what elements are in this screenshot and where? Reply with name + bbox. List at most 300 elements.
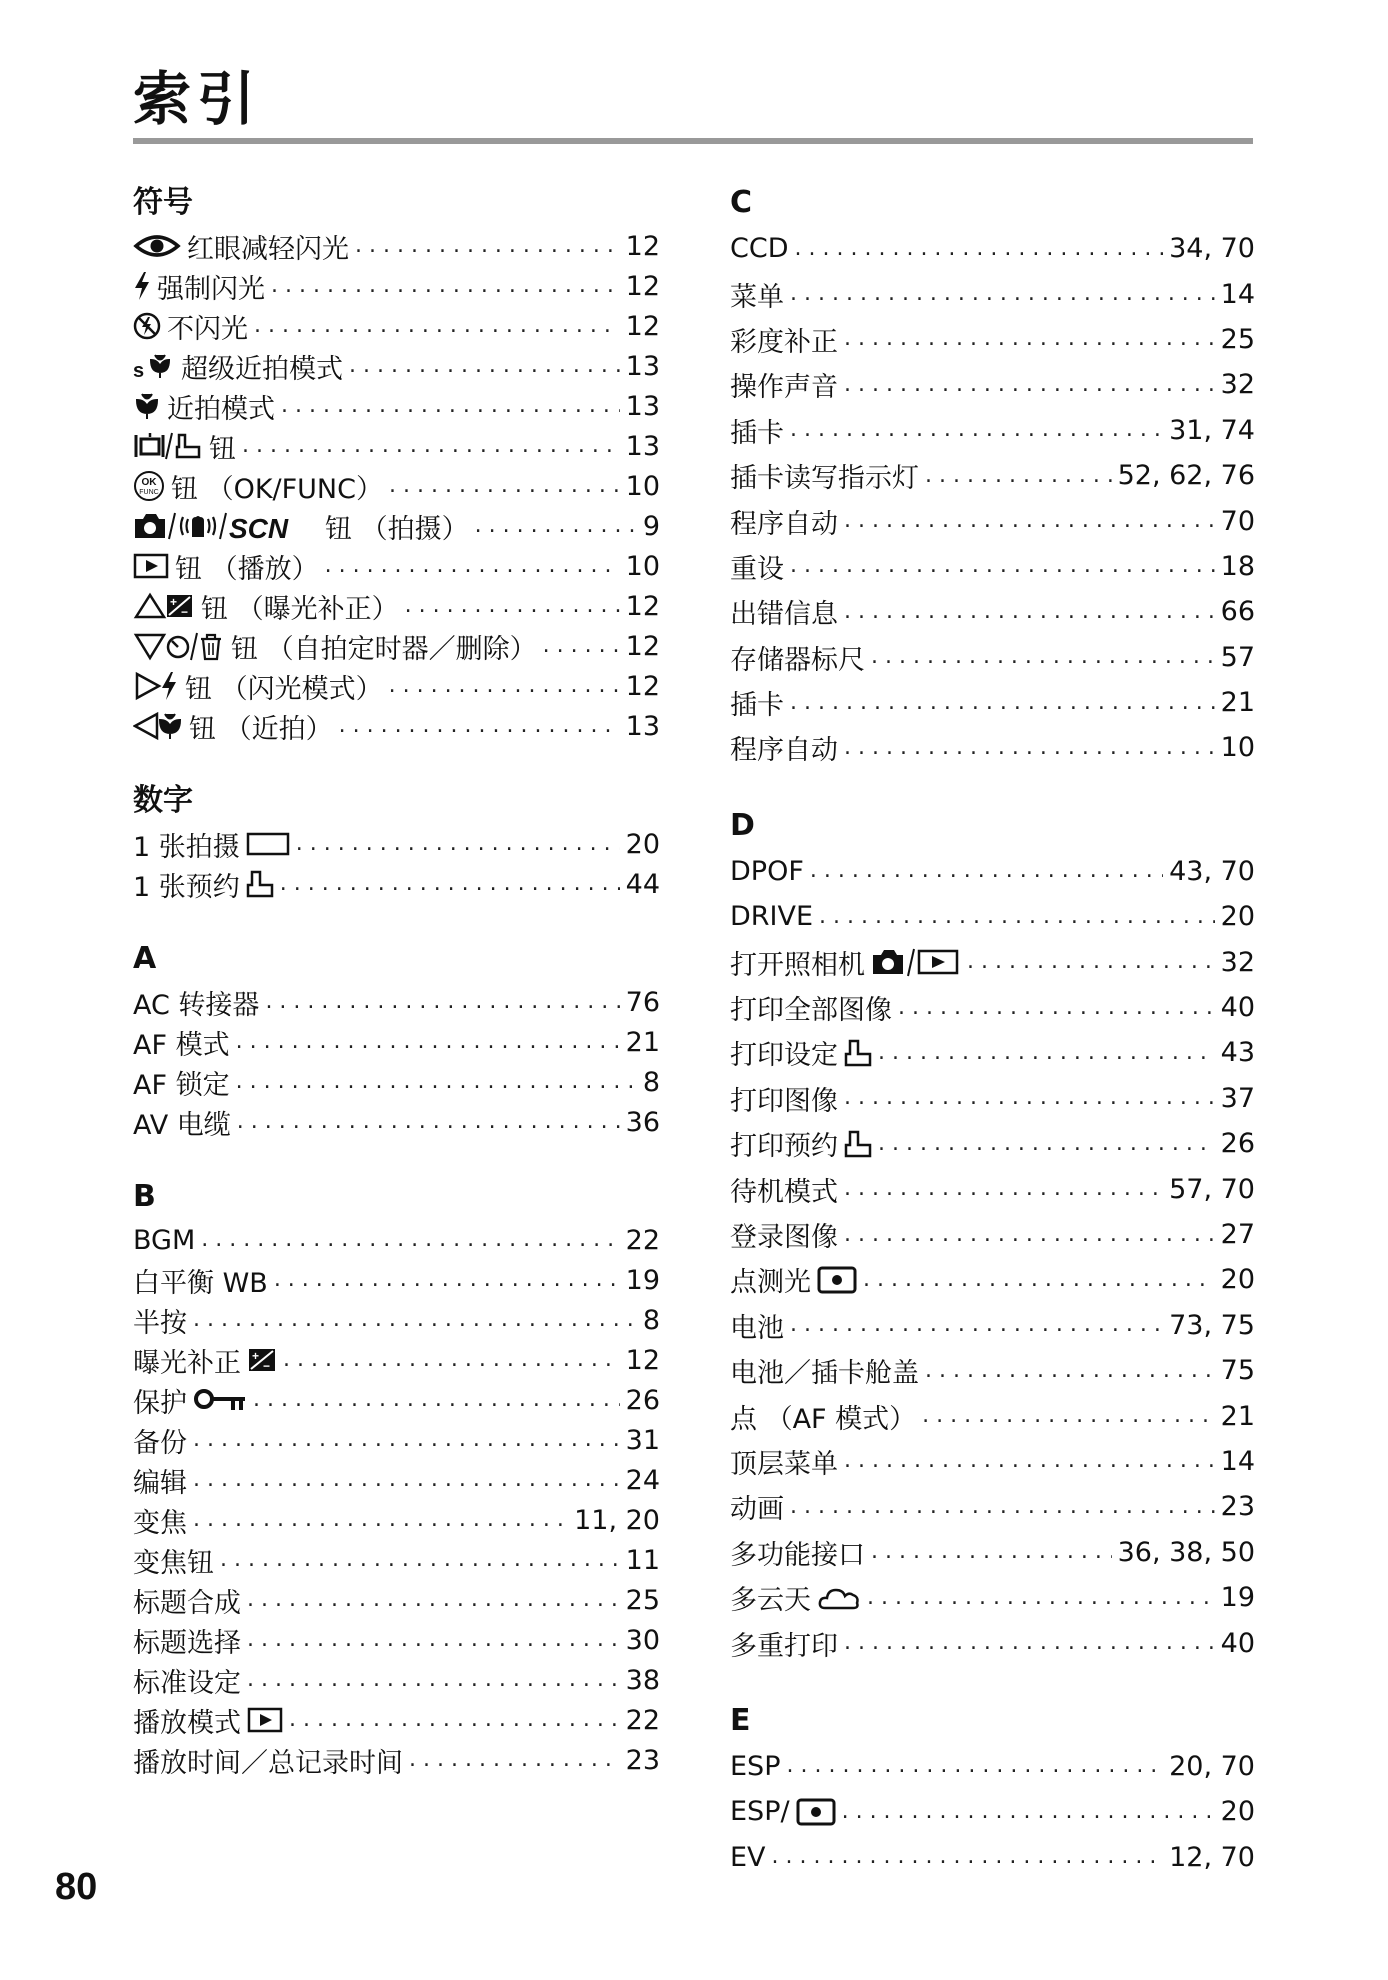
entry-label: 动画 [730,1494,784,1526]
entry-label: AF 锁定 [133,1069,230,1101]
entry-label-group [730,1487,784,1526]
entry-page: 32 [1220,369,1255,401]
index-entry [133,1700,660,1740]
index-entry [133,864,660,904]
camera-play-icon [871,947,961,977]
index-entry [133,1300,660,1340]
leader-dots [844,1178,1163,1200]
entry-label: 编辑 [133,1467,187,1499]
entry-label-group [133,1261,268,1300]
leader-dots [193,1469,620,1491]
entry-label: 保护 [133,1387,187,1419]
entry-page: 27 [1220,1219,1255,1250]
entry-label: EV [730,1841,766,1873]
leader-dots [355,235,620,257]
leader-dots [193,1429,620,1451]
entry-label-group [730,856,804,887]
svg-text:+: + [170,595,178,609]
entry-label: 登录图像 [730,1222,838,1253]
leader-dots [201,1229,619,1251]
entry-page: 31 [625,1424,660,1456]
entry-page: 21 [1220,1400,1255,1432]
section-heading: D [730,807,755,843]
entry-label-group [133,1741,403,1780]
leader-dots [220,1549,620,1571]
index-entry [730,362,1255,407]
section-heading: E [730,1702,751,1738]
entry-page: 12 [625,630,660,662]
leader-dots [871,646,1215,668]
leader-dots [844,510,1215,532]
entry-page: 44 [625,868,660,900]
section-heading: 符号 [133,185,193,220]
right-column [730,180,1255,1912]
super-macro-icon [133,352,175,380]
index-entry [730,1348,1255,1393]
leader-dots [790,283,1215,305]
entry-label-group [133,547,319,586]
entry-label-group [133,983,259,1022]
entry-page: 19 [625,1264,660,1296]
entry-label: 电池／插卡舱盖 [730,1358,919,1390]
entry-page: 13 [625,430,660,462]
index-entry [730,939,1255,984]
leader-dots [925,465,1112,487]
print-icon [844,1038,872,1068]
entry-label: 打印全部图像 [730,995,892,1027]
index-entry [133,1540,660,1580]
entry-label: 标准设定 [133,1667,241,1699]
entry-label-group [133,1661,241,1700]
entry-label: 出错信息 [730,599,838,631]
index-entry [133,1062,660,1102]
display-print-icon [133,431,203,461]
entry-label-group [133,427,236,466]
entry-page: 38 [625,1664,660,1696]
entry-page: 20 [1220,1264,1255,1296]
index-section [133,180,660,746]
svg-text:OK: OK [141,477,157,488]
entry-page: 25 [625,1584,660,1616]
index-entry [730,408,1255,453]
entry-page: 32 [1220,946,1255,978]
entry-label: 标题合成 [133,1587,241,1619]
entry-label: 超级近拍模式 [181,353,343,385]
index-entry [730,1620,1255,1665]
entry-label-group [730,943,961,982]
right-flash-icon [133,671,179,701]
index-entry [133,1420,660,1460]
entry-page: 76 [625,986,660,1018]
title-rule [133,138,1253,144]
leader-dots [296,833,620,855]
entry-page: 20, 70 [1169,1750,1255,1782]
entry-label: 打印设定 [730,1040,838,1072]
leader-dots [265,991,619,1013]
macro-icon [133,392,161,420]
index-section [730,1698,1255,1880]
leader-dots [389,475,620,497]
entry-page: 21 [625,1026,660,1058]
section-heading: B [133,1179,156,1214]
index-entry [133,506,660,546]
entry-label: 钮 （播放） [175,553,319,585]
entry-label: 钮 （拍摄） [325,513,469,545]
entry-label-group [730,1079,838,1118]
leader-dots [405,595,620,617]
entry-label-group [730,1442,838,1481]
entry-label-group [730,1578,861,1617]
section-heading: 数字 [133,783,193,818]
leader-dots [844,1087,1215,1109]
index-entry [133,1220,660,1260]
entry-page: 34, 70 [1169,233,1255,265]
exposure-icon [247,1347,277,1373]
entry-page: 20 [1220,1796,1255,1828]
entry-label: 变焦 [133,1507,187,1539]
index-entry [730,1530,1255,1575]
entry-label-group [133,1421,187,1460]
entry-page: 75 [1220,1355,1255,1387]
entry-label: 1 张拍摄 [133,831,240,863]
entry-label-group [133,825,290,864]
index-entry [730,894,1255,939]
entry-label: BGM [133,1224,196,1256]
entry-label-group [730,275,784,314]
eye-icon [133,232,181,260]
leader-dots [254,315,620,337]
index-entry [730,680,1255,725]
entry-page: 26 [1220,1128,1255,1160]
svg-text:+: + [252,1349,260,1363]
index-entry [133,1580,660,1620]
svg-text:s: s [133,360,145,380]
entry-label-group [133,865,274,904]
entry-label-group [133,1225,195,1256]
entry-page: 70 [1220,505,1255,537]
entry-label: 不闪光 [167,313,248,345]
entry-page: 22 [625,1704,660,1736]
entry-label: 白平衡 WB [133,1267,268,1299]
index-entry [730,226,1255,271]
index-entry [133,1660,660,1700]
index-entry [730,1439,1255,1484]
entry-label: 强制闪光 [157,273,265,305]
flash-icon [133,271,151,301]
leader-dots [790,1314,1163,1336]
entry-label: 程序自动 [730,735,838,767]
index-entry [133,1260,660,1300]
entry-label-group [133,1701,283,1740]
leader-dots [389,675,620,697]
entry-label: 点 （AF 模式） [730,1403,917,1435]
entry-label-group [730,901,813,932]
entry-label: 彩度补正 [730,326,838,358]
index-entry [730,1484,1255,1529]
entry-label: 打印图像 [730,1085,838,1117]
entry-label-group [730,1796,836,1827]
leader-dots [543,635,620,657]
leader-dots [475,515,637,537]
section-heading: C [730,185,753,220]
cloud-icon [817,1584,861,1612]
entry-label: 待机模式 [730,1176,838,1208]
index-entry [730,1789,1255,1834]
leader-dots [280,873,620,895]
entry-label: 菜单 [730,281,784,313]
entry-label-group [730,320,838,359]
index-section [133,778,660,904]
entry-label-group [133,467,383,506]
entry-page: 43 [1220,1037,1255,1069]
entry-label: 打开照相机 [730,949,865,981]
entry-label: 点测光 [730,1267,811,1299]
entry-page: 18 [1220,550,1255,582]
index-entry [730,725,1255,770]
entry-label-group [730,547,784,586]
leader-dots [253,1389,620,1411]
entry-page: 36 [625,1106,660,1138]
index-entry [730,1744,1255,1789]
index-entry [133,226,660,266]
leader-dots [844,374,1215,396]
index-entry [730,498,1255,543]
entry-page: 8 [642,1304,660,1336]
leader-dots [242,435,620,457]
index-entry [133,1500,660,1540]
entry-label-group [730,1751,780,1782]
leader-dots [274,1269,620,1291]
entry-page: 57 [1220,641,1255,673]
entry-page: 43, 70 [1169,855,1255,887]
entry-label: 标题选择 [133,1627,241,1659]
index-entry [730,1575,1255,1620]
entry-label-group [730,365,838,404]
entry-label-group [133,347,343,386]
leader-dots [247,1629,620,1651]
entry-page: 12 [625,1344,660,1376]
entry-label: 多功能接口 [730,1539,865,1571]
index-entry [133,1340,660,1380]
entry-label: AC 转接器 [133,989,260,1021]
index-entry [133,666,660,706]
entry-label-group [133,387,275,426]
leader-dots [772,1846,1164,1868]
entry-page: 14 [1220,1445,1255,1477]
index-entry [730,1835,1255,1880]
index-entry [133,266,660,306]
entry-label-group [730,1397,916,1436]
entry-page: 23 [1220,1491,1255,1523]
no-flash-icon [133,312,161,340]
leader-dots [790,555,1215,577]
index-entry [730,1212,1255,1257]
leader-dots [790,1496,1215,1518]
ok-func-icon [133,470,165,502]
index-entry [133,1620,660,1660]
spot-metering-icon [796,1798,836,1826]
leader-dots [898,997,1215,1019]
key-icon [193,1386,247,1414]
index-entry [133,586,660,626]
index-entry [133,824,660,864]
playback-icon [247,1707,283,1733]
svg-text:FUNC: FUNC [139,489,159,496]
leader-dots [922,1405,1214,1427]
leader-dots [844,1450,1215,1472]
entry-label-group [730,1260,857,1299]
leader-dots [844,737,1215,759]
index-entry [133,546,660,586]
index-entry [133,982,660,1022]
entry-page: 23 [625,1744,660,1776]
entry-label: 变焦钮 [133,1547,214,1579]
left-macro-icon [133,711,183,741]
index-section [133,1174,660,1780]
leader-dots [842,1801,1215,1823]
index-entry [730,1030,1255,1075]
entry-label-group [133,1501,187,1540]
index-entry [133,1460,660,1500]
entry-label-group [730,1033,872,1072]
entry-label-group [133,507,469,546]
index-entry [133,626,660,666]
up-exposure-icon [133,591,195,621]
leader-dots [844,601,1215,623]
index-entry [730,1303,1255,1348]
entry-label-group [133,707,333,746]
leader-dots [349,355,620,377]
svg-text:−: − [263,1359,271,1373]
entry-label-group [730,638,865,677]
index-entry [730,317,1255,362]
leader-dots [271,275,620,297]
entry-label-group [133,587,399,626]
entry-page: 12 [625,670,660,702]
section-heading: A [133,941,157,976]
entry-page: 10 [1220,732,1255,764]
entry-label-group [133,1341,277,1380]
entry-page: 25 [1220,323,1255,355]
entry-label: 多云天 [730,1585,811,1617]
index-section [133,936,660,1142]
entry-page: 66 [1220,596,1255,628]
svg-text:SCN: SCN [229,513,289,541]
entry-label: ESP [730,1750,781,1782]
entry-label-group [730,233,789,264]
svg-text:−: − [181,605,189,619]
entry-page: 24 [625,1464,660,1496]
entry-page: 20 [1220,901,1255,933]
index-entry [730,849,1255,894]
entry-label-group [730,456,919,495]
entry-page: 10 [625,550,660,582]
leader-dots [786,1755,1163,1777]
entry-label: ESP/ [730,1796,790,1828]
entry-label-group [133,1103,231,1142]
entry-page: 11 [625,1544,660,1576]
entry-label: 插卡读写指示灯 [730,463,919,495]
entry-label: 电池 [730,1312,784,1344]
entry-label-group [133,1621,241,1660]
leader-dots [844,1224,1215,1246]
leader-dots [790,692,1215,714]
index-entry [730,635,1255,680]
page-number: 80 [55,1866,98,1908]
entry-page: 21 [1220,687,1255,719]
entry-label-group [730,502,838,541]
entry-label: 钮 （闪光模式） [185,673,383,705]
index-entry [730,1166,1255,1211]
entry-page: 12, 70 [1169,1841,1255,1873]
index-entry [133,426,660,466]
index-entry [730,1076,1255,1121]
entry-label-group [133,267,265,306]
entry-label-group [133,307,248,346]
entry-label: DPOF [730,855,804,887]
entry-label-group [133,1023,230,1062]
entry-label: 多重打印 [730,1630,838,1662]
entry-page: 37 [1220,1082,1255,1114]
entry-page: 31, 74 [1169,414,1255,446]
entry-page: 22 [625,1224,660,1256]
entry-label: 备份 [133,1427,187,1459]
entry-label-group [133,1301,187,1340]
leader-dots [236,1031,620,1053]
entry-page: 73, 75 [1169,1309,1255,1341]
leader-dots [339,715,620,737]
entry-page: 12 [625,270,660,302]
entry-label: 顶层菜单 [730,1448,838,1480]
entry-label: 1 张预约 [133,871,240,903]
index-entry [730,1121,1255,1166]
index-entry [133,466,660,506]
index-entry [730,985,1255,1030]
spot-metering-icon [817,1266,857,1294]
entry-label-group [730,1215,838,1254]
index-entry [133,1102,660,1142]
entry-label-group [133,627,537,666]
entry-label: AV 电缆 [133,1109,231,1141]
entry-page: 12 [625,310,660,342]
leader-dots [247,1669,620,1691]
leader-dots [193,1509,568,1531]
leader-dots [193,1309,637,1331]
playback-icon [133,553,169,579]
entry-page: 40 [1220,1627,1255,1659]
entry-label: 播放模式 [133,1707,241,1739]
index-entry [730,589,1255,634]
index-entry [133,1740,660,1780]
index-entry [133,306,660,346]
entry-page: 13 [625,350,660,382]
print-icon [844,1129,872,1159]
leader-dots [281,395,620,417]
entry-label-group [133,1461,187,1500]
index-entry [730,453,1255,498]
page-title: 索引 [133,65,262,133]
index-section [730,180,1255,771]
leader-dots [289,1709,620,1731]
entry-page: 19 [1220,1582,1255,1614]
index-section [730,803,1255,1666]
entry-page: 12 [625,230,660,262]
leader-dots [790,419,1163,441]
entry-label-group [730,1351,919,1390]
entry-page: 12 [625,590,660,622]
entry-label: 钮 （自拍定时器／删除） [231,633,537,665]
left-column [133,180,660,1812]
